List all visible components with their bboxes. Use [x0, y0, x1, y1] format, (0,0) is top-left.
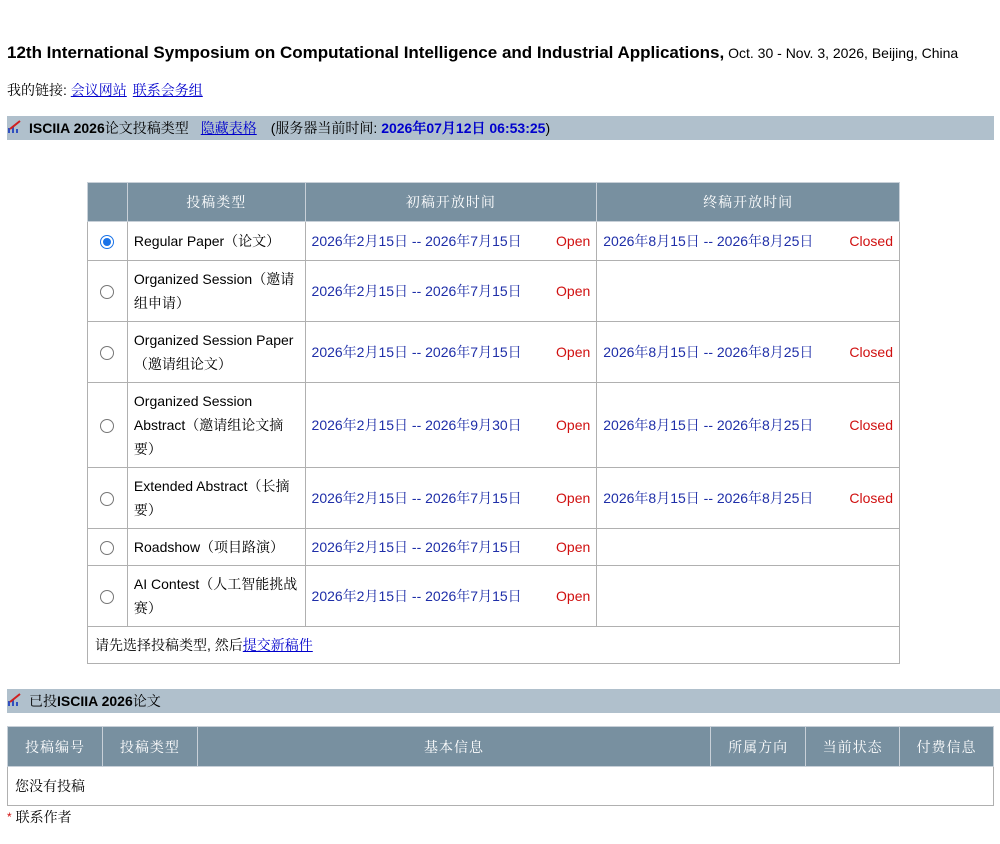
final-dates: 2026年8月15日 -- 2026年8月25日 — [603, 344, 814, 360]
column-header-track: 所属方向 — [711, 727, 806, 767]
final-status: Closed — [849, 344, 893, 360]
submit-new-paper-link[interactable]: 提交新稿件 — [242, 637, 313, 653]
footer-instruction: 请先选择投稿类型, 然后 — [95, 637, 243, 653]
section-conf-name: ISCIIA 2026 — [29, 120, 105, 136]
initial-status: Open — [556, 233, 591, 249]
type-radio-extended-abstract[interactable] — [100, 492, 114, 506]
type-radio-regular-paper[interactable] — [100, 235, 114, 249]
page-title — [7, 40, 994, 66]
column-header-radio — [88, 183, 128, 222]
type-name: Organized Session Paper（邀请组论文） — [127, 322, 305, 383]
column-header-initial: 初稿开放时间 — [305, 183, 597, 222]
submitted-papers-table — [7, 726, 994, 806]
table-row[interactable] — [88, 529, 900, 566]
server-time-prefix: (服务器当前时间: — [270, 120, 382, 136]
type-name: Extended Abstract（长摘要） — [127, 468, 305, 529]
submitted-title-rest: 论文 — [132, 693, 161, 709]
initial-status: Open — [556, 490, 591, 506]
contact-author-legend — [7, 806, 72, 828]
initial-dates: 2026年2月15日 -- 2026年7月15日 — [311, 344, 522, 360]
table-row[interactable] — [88, 222, 900, 261]
table-row[interactable] — [88, 383, 900, 468]
final-dates: 2026年8月15日 -- 2026年8月25日 — [603, 490, 814, 506]
submitted-papers-header — [7, 689, 1000, 713]
submission-types-header — [7, 116, 994, 140]
initial-status: Open — [556, 283, 591, 299]
final-dates: 2026年8月15日 -- 2026年8月25日 — [603, 233, 814, 249]
chart-edit-icon — [7, 693, 21, 707]
server-time-suffix: ) — [545, 120, 551, 136]
column-header-payment: 付费信息 — [900, 727, 994, 767]
contact-author-label: 联系作者 — [15, 809, 72, 825]
column-header-info: 基本信息 — [197, 727, 710, 767]
initial-status: Open — [556, 417, 591, 433]
column-header-status: 当前状态 — [806, 727, 900, 767]
final-status: Closed — [849, 417, 893, 433]
type-name: Organized Session（邀请组申请） — [127, 261, 305, 322]
type-name: Regular Paper（论文） — [127, 222, 305, 261]
conference-title: 12th International Symposium on Computational Intelligence and Industrial Applications, — [7, 43, 725, 62]
final-dates: 2026年8月15日 -- 2026年8月25日 — [603, 417, 814, 433]
table-header-row — [88, 183, 900, 222]
server-time: 2026年07月12日 06:53:25 — [381, 120, 546, 136]
final-status: Closed — [849, 233, 893, 249]
conference-date-location: Oct. 30 - Nov. 3, 2026, Beijing, China — [724, 45, 959, 61]
type-name: Organized Session Abstract（邀请组论文摘要） — [127, 383, 305, 468]
column-header-final: 终稿开放时间 — [597, 183, 900, 222]
column-header-id: 投稿编号 — [8, 727, 103, 767]
type-radio-organized-session[interactable] — [100, 285, 114, 299]
table-row[interactable] — [88, 468, 900, 529]
table-footer-row — [88, 627, 900, 664]
initial-dates: 2026年2月15日 -- 2026年7月15日 — [311, 588, 522, 604]
hide-table-link[interactable]: 隐藏表格 — [200, 120, 257, 136]
empty-row — [8, 767, 994, 806]
submitted-conf-name: ISCIIA 2026 — [57, 693, 133, 709]
no-submissions-text: 您没有投稿 — [8, 767, 994, 806]
initial-dates: 2026年2月15日 -- 2026年7月15日 — [311, 283, 522, 299]
conference-website-link[interactable]: 会议网站 — [70, 82, 127, 98]
table-row[interactable] — [88, 322, 900, 383]
contact-organizer-link[interactable]: 联系会务组 — [132, 82, 203, 98]
table-row[interactable] — [88, 261, 900, 322]
initial-dates: 2026年2月15日 -- 2026年7月15日 — [311, 539, 522, 555]
type-name: AI Contest（人工智能挑战赛） — [127, 566, 305, 627]
column-header-type: 投稿类型 — [102, 727, 197, 767]
required-star-icon: * — [7, 810, 12, 824]
type-radio-organized-session-paper[interactable] — [100, 346, 114, 360]
submission-types-table — [87, 182, 900, 664]
initial-dates: 2026年2月15日 -- 2026年9月30日 — [311, 417, 522, 433]
submitted-title-prefix: 已投 — [29, 693, 57, 709]
type-radio-ai-contest[interactable] — [100, 590, 114, 604]
table-row[interactable] — [88, 566, 900, 627]
initial-status: Open — [556, 344, 591, 360]
initial-status: Open — [556, 539, 591, 555]
type-radio-roadshow[interactable] — [100, 541, 114, 555]
type-radio-organized-session-abstract[interactable] — [100, 419, 114, 433]
section-title: 论文投稿类型 — [104, 120, 189, 136]
my-links — [7, 80, 994, 100]
type-name: Roadshow（项目路演） — [127, 529, 305, 566]
column-header-type: 投稿类型 — [127, 183, 305, 222]
chart-edit-icon — [7, 120, 21, 134]
initial-dates: 2026年2月15日 -- 2026年7月15日 — [311, 490, 522, 506]
my-links-label: 我的链接: — [7, 82, 71, 98]
initial-status: Open — [556, 588, 591, 604]
initial-dates: 2026年2月15日 -- 2026年7月15日 — [311, 233, 522, 249]
table-header-row — [8, 727, 994, 767]
final-status: Closed — [849, 490, 893, 506]
